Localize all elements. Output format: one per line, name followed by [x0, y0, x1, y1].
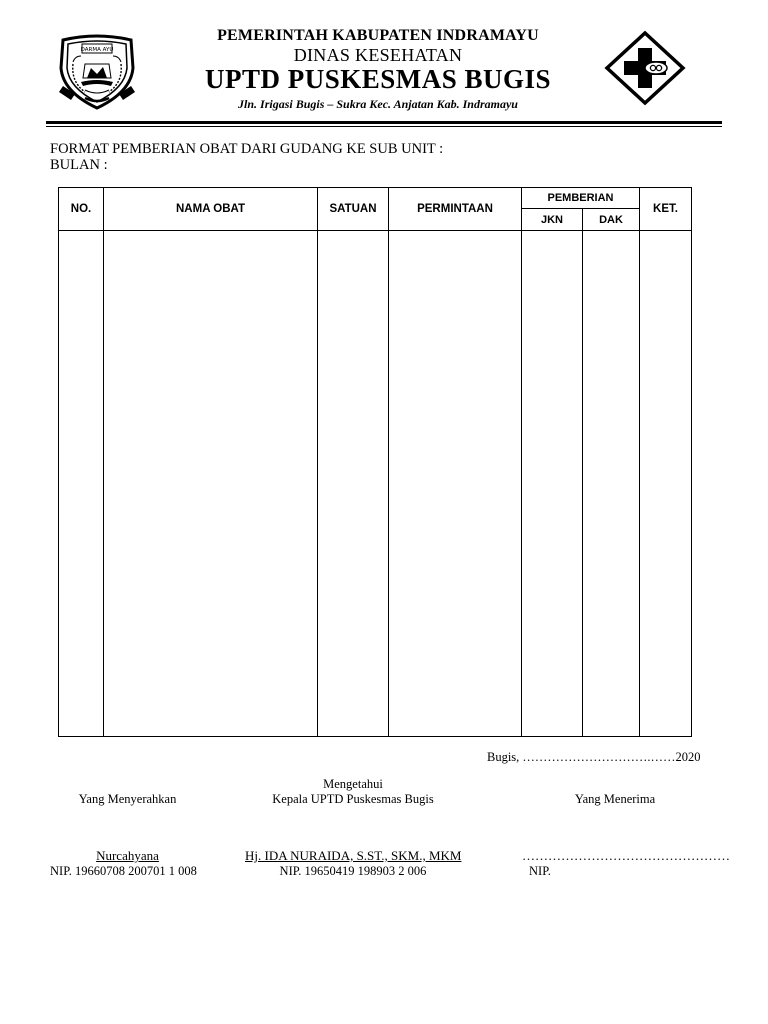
header-no: NO.	[59, 188, 104, 231]
role-yang-menyerahkan: Yang Menyerahkan	[78, 792, 177, 806]
table-row	[59, 231, 692, 737]
cell-dak[interactable]	[583, 231, 640, 737]
header-permintaan: PERMINTAAN	[389, 188, 522, 231]
nip-right: NIP.	[529, 864, 551, 878]
header-ket: KET.	[640, 188, 692, 231]
nip-left: NIP. 19660708 200701 1 008	[50, 864, 197, 878]
signer-name-center: Hj. IDA NURAIDA, S.ST., SKM., MKM	[245, 848, 462, 863]
puskesmas-logo-icon	[604, 30, 686, 106]
cell-nama-obat[interactable]	[104, 231, 318, 737]
date-line: Bugis, ………………………….……2020	[487, 750, 701, 764]
cell-ket[interactable]	[640, 231, 692, 737]
header-pemberian: PEMBERIAN	[522, 188, 640, 209]
header-line-government: PEMERINTAH KABUPATEN INDRAMAYU	[217, 27, 539, 44]
mengetahui-label: Mengetahui	[323, 777, 383, 791]
month-label: BULAN :	[50, 157, 108, 173]
header-rule-thick	[46, 121, 722, 124]
header-rule-thin	[46, 126, 722, 127]
indramayu-regency-logo-icon	[55, 34, 139, 110]
form-title: FORMAT PEMBERIAN OBAT DARI GUDANG KE SUB UNIT :	[50, 141, 444, 157]
header-satuan: SATUAN	[318, 188, 389, 231]
cell-satuan[interactable]	[318, 231, 389, 737]
logo-motto: DARMA AYU	[80, 47, 114, 53]
nip-center: NIP. 19650419 198903 2 006	[279, 864, 427, 878]
cell-no[interactable]	[59, 231, 104, 737]
header-line-puskesmas: UPTD PUSKESMAS BUGIS	[204, 64, 552, 94]
cell-jkn[interactable]	[522, 231, 583, 737]
cell-permintaan[interactable]	[389, 231, 522, 737]
signer-name-left: Nurcahyana	[96, 848, 159, 863]
header-address: Jln. Irigasi Bugis – Sukra Kec. Anjatan Kab. Indramayu	[238, 97, 518, 111]
header-line-health-office: DINAS KESEHATAN	[293, 45, 463, 65]
header-dak: DAK	[583, 209, 640, 231]
header-jkn: JKN	[522, 209, 583, 231]
signer-name-right-blank: …………………………………………	[522, 848, 730, 863]
header-nama-obat: NAMA OBAT	[104, 188, 318, 231]
role-yang-menerima: Yang Menerima	[574, 792, 656, 806]
medicine-distribution-table	[58, 187, 692, 737]
role-kepala-uptd: Kepala UPTD Puskesmas Bugis	[272, 792, 434, 806]
